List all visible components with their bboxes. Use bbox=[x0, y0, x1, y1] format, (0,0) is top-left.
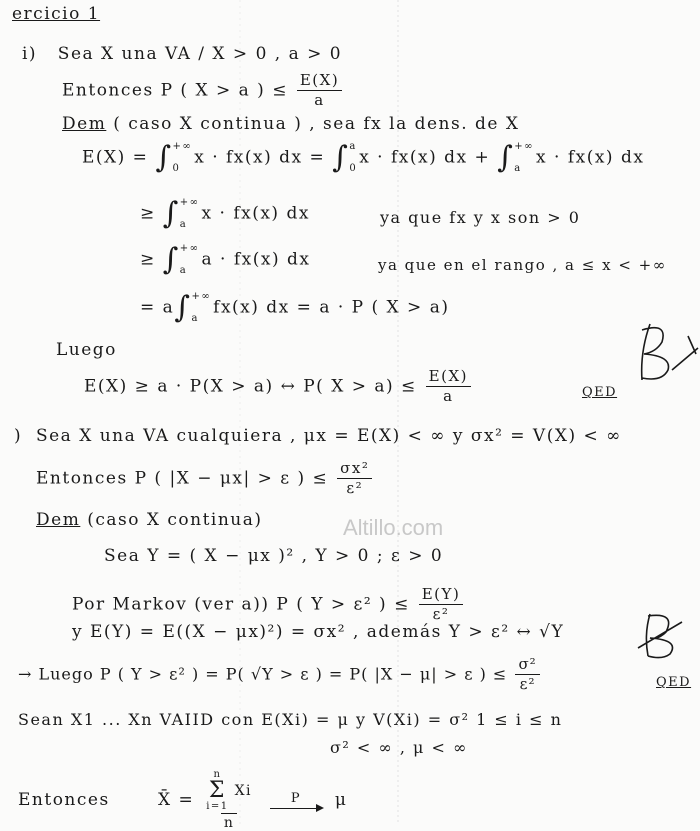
part-c-cond: σ² < ∞ , μ < ∞ bbox=[330, 738, 468, 757]
part-b-markov: Por Markov (ver a)) P ( Y > ε² ) ≤ $\frac{E(Y)}{\text{ε²}}$ bbox=[72, 586, 465, 624]
part-c-sean: Sean X1 ... Xn VAIID con E(Xi) = μ y V(Xi) = σ² 1 ≤ i ≤ n bbox=[18, 710, 563, 729]
part-b-luego: → Luego P ( Y > ε² ) = P( √Y > ε ) = P( |X − μ| > ε ) ≤ $\frac{\text{σ²}}{\text{ε²}}$ bbox=[18, 656, 542, 694]
check-mark-icon bbox=[628, 318, 700, 388]
part-a-eq3-reason: ya que en el rango , a ≤ x < +∞ bbox=[378, 256, 667, 274]
watermark: Altillo.com bbox=[343, 515, 444, 540]
part-a-eq2: ≥ ∫ +∞ a x · fx(x) dx bbox=[140, 196, 310, 231]
part-a-eq3: ≥ ∫ +∞ a a · fx(x) dx bbox=[140, 242, 311, 277]
check-mark-icon bbox=[636, 604, 700, 660]
convergence-arrow: P bbox=[270, 792, 322, 809]
part-b-sea: Sea Y = ( X − μx )² , Y > 0 ; ε > 0 bbox=[104, 546, 444, 566]
exercise-title: ercicio 1 bbox=[12, 4, 101, 24]
part-a-eq2-reason: ya que fx y x son > 0 bbox=[380, 208, 581, 227]
part-a-entonces: Entonces P ( X > a ) ≤ $\frac{E(X)}{a}$ bbox=[62, 72, 344, 110]
part-a-qed: QED bbox=[582, 385, 618, 400]
part-c-entonces: Entonces X̄ = n Σ i=1 Xi n P μ bbox=[18, 769, 348, 831]
part-a-eq4: = a∫ +∞ a fx(x) dx = a · P ( X > a) bbox=[140, 290, 450, 325]
part-b-statement: ) Sea X una VA cualquiera , μx = E(X) < ∞ y σx² = V(X) < ∞ bbox=[14, 426, 622, 446]
part-a-luego: E(X) ≥ a · P(X > a) ↔ P( X > a) ≤ $\frac{E(X)}{a}$ bbox=[84, 368, 473, 406]
part-b-qed: QED bbox=[656, 675, 692, 690]
part-a-dem: Dem ( caso X continua ) , sea fx la dens. de X bbox=[62, 114, 520, 134]
part-b-entonces: Entonces P ( |X − μx| > ε ) ≤ $\frac{\text{σx²}}{\text{ε²}}$ bbox=[36, 460, 374, 498]
part-a-luego-label: Luego bbox=[56, 340, 117, 360]
part-a-eq1: E(X) = ∫ +∞ 0 x · fx(x) dx = ∫ a 0 x · fx(x) dx + ∫ +∞ a x · fx(x) dx bbox=[82, 140, 645, 175]
part-b-dem: Dem (caso X continua) bbox=[36, 510, 263, 530]
part-a-statement: i) Sea X una VA / X > 0 , a > 0 bbox=[22, 44, 343, 64]
part-b-ey: y E(Y) = E((X − μx)²) = σx² , además Y > ε² ↔ √Y bbox=[72, 622, 565, 642]
